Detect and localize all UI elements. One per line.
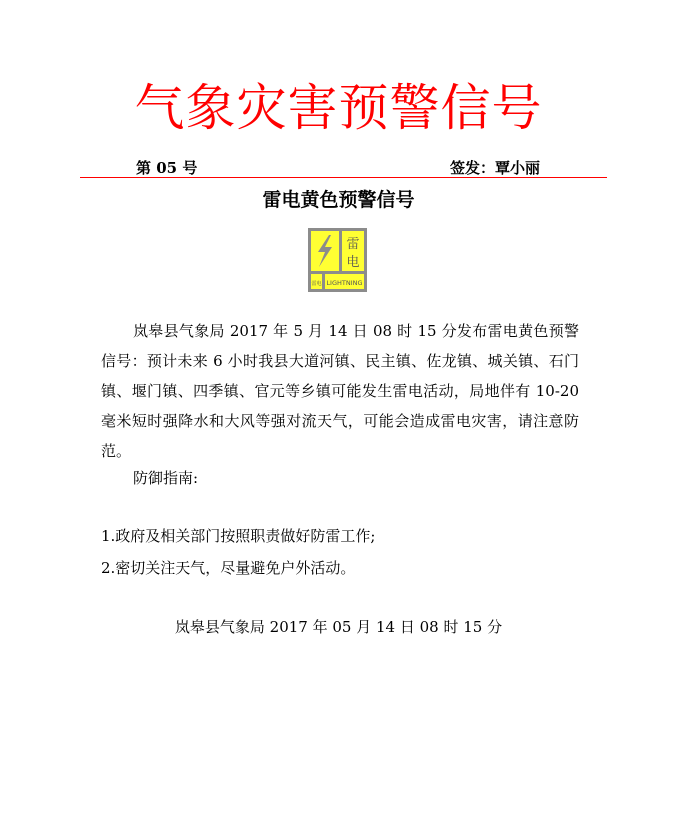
issuer-and-time: 岚皋县气象局 2017 年 05 月 14 日 08 时 15 分: [174, 618, 503, 636]
warning-body-paragraph: 岚皋县气象局 2017 年 5 月 14 日 08 时 15 分发布雷电黄色预警信号：预计未来 6 小时我县大道河镇、民主镇、佐龙镇、城关镇、石门镇、堰门镇、四季镇、官元等乡镇可能发生雷电活动，局地伴有 10-20 毫米短时强降水和大风等强对流天气，可能会造成雷电灾害，请注意防范。: [101, 322, 579, 460]
document-signer: 签发：覃小丽: [449, 159, 540, 177]
warning-title: 雷电黄色预警信号: [262, 189, 415, 211]
icon-label-en: LIGHTNING: [326, 279, 363, 287]
lightning-yellow-warning-icon: [308, 228, 367, 292]
lightning-signal-graphic: [308, 228, 367, 292]
icon-char-bottom: 电: [346, 255, 360, 270]
document-number: 第 05 号: [136, 159, 198, 177]
header-divider: [80, 177, 607, 178]
defense-guide-item: 1.政府及相关部门按照职责做好防雷工作;: [101, 527, 376, 545]
defense-guide-item: 2.密切关注天气，尽量避免户外活动。: [101, 559, 356, 577]
document-title: 气象灾害预警信号: [134, 79, 543, 137]
icon-label-cn: 雷电: [311, 281, 322, 287]
icon-char-top: 雷: [346, 237, 360, 252]
defense-guide-title: 防御指南:: [133, 469, 199, 487]
